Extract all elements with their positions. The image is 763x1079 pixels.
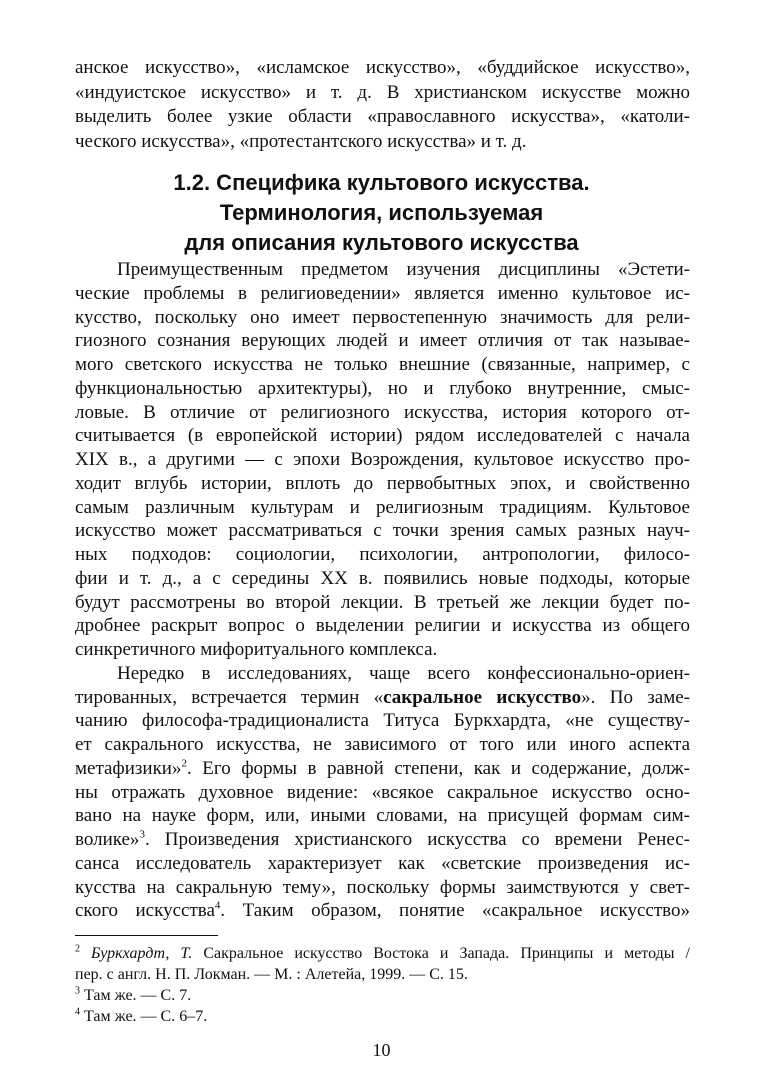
text-segment: ческие проблемы в религиоведении» является именно культовое ис- <box>75 282 690 304</box>
text-segment: анское искусство», «исламское искусство», «буддийское искусство», <box>75 57 690 78</box>
paragraph-main <box>75 258 690 662</box>
text-segment: кусство, поскольку оно имеет первостепенную значимость для рели- <box>75 306 690 328</box>
text-segment: будут рассмотрены во второй лекции. В третьей же лекции будет по- <box>75 591 690 613</box>
text-line <box>75 757 690 781</box>
text-line <box>75 448 690 472</box>
paragraph-sacred-art <box>75 662 690 923</box>
page-number: 10 <box>372 1040 391 1060</box>
text-line <box>75 686 690 710</box>
text-segment: ных подходов: социологии, психологии, антропологии, филосо- <box>75 544 690 565</box>
text-segment: Нередко в исследованиях, чаще всего конфессионально-ориен- <box>117 662 690 684</box>
text-line <box>75 876 690 900</box>
text-line <box>75 899 690 923</box>
text-segment: ны отражать духовное видение: «всякое сакральное искусство осно- <box>75 781 690 803</box>
text-line <box>75 943 690 964</box>
text-line <box>75 964 690 985</box>
text-line <box>75 828 690 852</box>
text-segment: «индуистское искусство» и т. д. В христианском искусстве можно <box>75 81 690 103</box>
text-line <box>75 985 690 1006</box>
text-segment: ходит вглубь истории, вплоть до первобытных эпох, и свойственно <box>75 472 690 494</box>
footnote-ref: 3 <box>139 828 145 841</box>
text-line <box>75 852 690 876</box>
paragraph-intro <box>75 56 690 154</box>
text-segment: вано на науке форм, или, иными словами, на присущей формам сим- <box>75 805 690 827</box>
text-segment: фии и т. д., а с середины XX в. появились новые подходы, которые <box>75 567 690 589</box>
text-line <box>75 614 690 638</box>
text-line <box>75 105 690 130</box>
text-line <box>75 329 690 353</box>
text-segment: ». По заме- <box>581 686 690 708</box>
text-line <box>75 519 690 543</box>
text-segment: чанию философа-традиционалиста Титуса Буркхардта, «не существу- <box>75 710 690 732</box>
footnote-ref: 4 <box>214 899 221 912</box>
text-segment: ловые. В отличие от религиозного искусства, история которого от- <box>75 401 690 423</box>
text-line <box>75 543 690 567</box>
heading-line: для описания культового искусства <box>184 230 579 255</box>
text-line <box>75 56 690 81</box>
text-segment: . Таким образом, понятие «сакральное искусство» <box>220 900 690 922</box>
text-segment: мого светского искусства не только внешние (связанные, например, с <box>75 354 690 375</box>
text-segment: самым различным культурам и религиозным традициям. Культовое <box>75 496 690 518</box>
text-line <box>75 496 690 520</box>
section-heading <box>0 168 763 258</box>
text-line <box>75 567 690 591</box>
text-segment: санса исследователь характеризует как «светские произведения ис- <box>75 852 690 874</box>
heading-line: Терминология, используемая <box>219 200 544 225</box>
text-line <box>75 306 690 330</box>
text-line <box>75 81 690 106</box>
text-line <box>75 353 690 377</box>
author-name: Буркхардт, Т. <box>91 945 193 962</box>
text-segment: считывается (в европейской истории) рядом исследователей с начала <box>75 425 690 447</box>
text-line <box>75 662 690 686</box>
text-line <box>75 733 690 757</box>
text-segment: . Произведения христианского искусства со времени Ренес- <box>144 829 690 850</box>
text-segment: Сакральное искусство Востока и Запада. Принципы и методы / <box>192 945 691 962</box>
heading-line: 1.2. Специфика культового искусства. <box>173 170 590 195</box>
text-segment: синкретичного мифоритуального комплекса. <box>75 639 438 660</box>
text-segment: волике» <box>75 829 140 850</box>
text-segment: ского искусства <box>75 900 215 922</box>
bold-term: сакральное искусство <box>383 686 582 708</box>
text-line <box>75 591 690 615</box>
text-segment: ет сакрального искусства, не зависимого от того или иного аспекта <box>75 734 690 755</box>
text-line <box>75 804 690 828</box>
text-segment: тированных, встречается термин « <box>75 686 384 708</box>
text-line <box>75 258 690 282</box>
footnote-ref: 3 <box>75 985 80 997</box>
text-segment: Там же. — С. 7. <box>80 987 192 1004</box>
footnotes <box>75 943 690 1027</box>
text-line <box>75 638 690 662</box>
text-segment: кусства на сакральную тему», поскольку формы заимствуются у свет- <box>75 876 690 898</box>
text-segment: . Его формы в равной степени, как и содержание, долж- <box>186 757 690 779</box>
body-text <box>75 258 690 923</box>
text-segment: функциональностью архитектуры), но и глубоко внутренние, смыс- <box>75 377 690 399</box>
text-line <box>75 424 690 448</box>
text-segment: Преимущественным предметом изучения дисциплины «Эстети- <box>117 259 690 280</box>
text-segment: искусство может рассматриваться с точки зрения самых разных науч- <box>75 520 690 542</box>
text-segment: Там же. — С. 6–7. <box>80 1008 208 1025</box>
text-segment: гиозного сознания верующих людей и имеет отличия от так называе- <box>75 330 690 352</box>
text-line <box>75 401 690 425</box>
text-segment: ческого искусства», «протестантского искусства» и т. д. <box>75 130 527 152</box>
text-segment: дробнее раскрыт вопрос о выделении религии и искусства из общего <box>75 615 690 637</box>
text-segment: пер. с англ. Н. П. Локман. — М. : Алетейа, 1999. — С. 15. <box>75 966 468 983</box>
text-line <box>75 472 690 496</box>
text-segment <box>80 945 91 962</box>
text-line <box>75 709 690 733</box>
text-line <box>75 282 690 306</box>
text-segment: XIX в., а другими — с эпохи Возрождения, культовое искусство про- <box>75 449 690 470</box>
text-line <box>75 781 690 805</box>
text-line <box>75 377 690 401</box>
footnote-separator <box>75 935 218 936</box>
footnote-ref: 4 <box>75 1006 80 1018</box>
text-segment: выделить более узкие области «православного искусства», «католи- <box>75 106 690 128</box>
footnote-ref: 2 <box>75 943 80 955</box>
text-line <box>75 1006 690 1027</box>
text-segment: метафизики» <box>75 757 182 779</box>
footnote-ref: 2 <box>181 757 187 770</box>
text-line <box>75 130 690 155</box>
